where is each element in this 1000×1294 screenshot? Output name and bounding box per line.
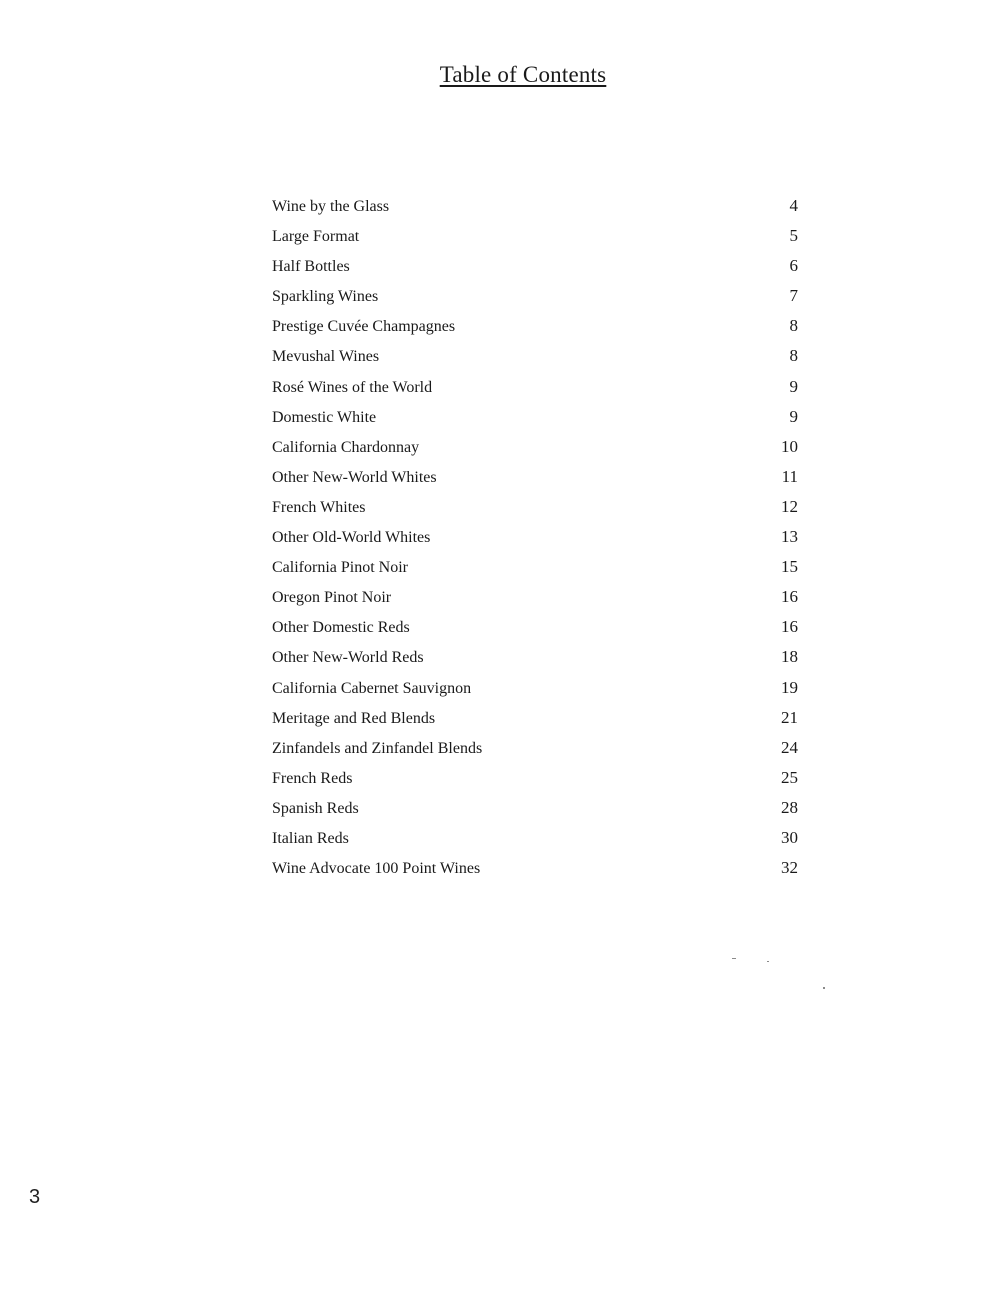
toc-entry[interactable] bbox=[272, 251, 798, 281]
toc-entry[interactable] bbox=[272, 402, 798, 432]
toc-entry-label: Spanish Reds bbox=[272, 799, 359, 817]
toc-entry-page: 30 bbox=[781, 827, 798, 847]
toc-entry[interactable] bbox=[272, 853, 798, 883]
page-title: Table of Contents bbox=[439, 62, 607, 87]
toc-entry[interactable] bbox=[272, 281, 798, 311]
toc-entry[interactable] bbox=[272, 552, 798, 582]
toc-entry-page: 5 bbox=[789, 226, 798, 246]
toc-entry-label: California Chardonnay bbox=[272, 438, 420, 456]
toc-entry-page: 9 bbox=[789, 376, 798, 396]
toc-entry-label: Zinfandels and Zinfandel Blends bbox=[272, 739, 483, 757]
toc-entry-page: 8 bbox=[789, 346, 798, 366]
toc-entry[interactable] bbox=[272, 191, 798, 221]
toc-entry-page: 6 bbox=[789, 256, 798, 276]
toc-entry-page: 9 bbox=[789, 406, 798, 426]
toc-entry[interactable] bbox=[272, 642, 798, 672]
toc-entry-page: 11 bbox=[781, 466, 798, 486]
toc-entry-page: 21 bbox=[781, 707, 798, 727]
toc-entry-page: 19 bbox=[781, 677, 798, 697]
toc-entry[interactable] bbox=[272, 612, 798, 642]
toc-entry[interactable] bbox=[272, 522, 798, 552]
toc-entry-label: California Cabernet Sauvignon bbox=[272, 679, 472, 697]
page-number: 3 bbox=[29, 1186, 41, 1208]
toc-entry-label: Oregon Pinot Noir bbox=[272, 589, 392, 607]
toc-entry-page: 18 bbox=[781, 647, 798, 667]
toc-entry[interactable] bbox=[272, 372, 798, 402]
scan-speck bbox=[767, 961, 769, 962]
toc-entry-label: Italian Reds bbox=[272, 829, 349, 847]
toc-entry-page: 25 bbox=[781, 767, 798, 787]
toc-entry-label: Mevushal Wines bbox=[272, 348, 380, 366]
toc-entry-page: 24 bbox=[781, 737, 798, 757]
toc-entry-page: 16 bbox=[781, 587, 798, 607]
toc-entry[interactable] bbox=[272, 673, 798, 703]
toc-entry-page: 13 bbox=[781, 527, 798, 547]
toc-entry-page: 12 bbox=[781, 496, 798, 516]
toc-entry-label: Other Old-World Whites bbox=[272, 529, 431, 547]
toc-entry-label: Prestige Cuvée Champagnes bbox=[272, 318, 456, 336]
toc-entry[interactable] bbox=[272, 311, 798, 341]
toc-entry-label: Sparkling Wines bbox=[272, 288, 379, 306]
toc-entry-label: Large Format bbox=[272, 228, 360, 246]
toc-entry-label: Wine by the Glass bbox=[272, 198, 390, 215]
toc-entry-page: 32 bbox=[781, 858, 798, 878]
toc-entry-page: 28 bbox=[781, 797, 798, 817]
toc-entry[interactable] bbox=[272, 703, 798, 733]
toc-entry-label: Other New-World Reds bbox=[272, 649, 424, 667]
toc-entry-label: French Reds bbox=[272, 769, 353, 787]
toc-entry-label: Meritage and Red Blends bbox=[272, 709, 436, 727]
toc-entry[interactable] bbox=[272, 793, 798, 823]
toc-entry-label: Half Bottles bbox=[272, 258, 350, 276]
toc-entry[interactable] bbox=[272, 582, 798, 612]
toc-entry[interactable] bbox=[272, 221, 798, 251]
toc-entry-page: 10 bbox=[781, 436, 798, 456]
toc-entry-label: California Pinot Noir bbox=[272, 559, 408, 577]
toc-entry-page: 8 bbox=[789, 316, 798, 336]
toc-entry[interactable] bbox=[272, 733, 798, 763]
toc-entry-page: 7 bbox=[789, 286, 798, 306]
toc-entry[interactable] bbox=[272, 823, 798, 853]
toc-entry-label: Rosé Wines of the World bbox=[272, 378, 433, 396]
table-of-contents bbox=[272, 191, 798, 883]
toc-entry-page: 16 bbox=[781, 617, 798, 637]
toc-entry[interactable] bbox=[272, 462, 798, 492]
toc-entry-label: Other New-World Whites bbox=[272, 468, 437, 486]
toc-entry-label: Wine Advocate 100 Point Wines bbox=[272, 860, 481, 878]
toc-entry-page: 4 bbox=[789, 196, 798, 215]
toc-entry[interactable] bbox=[272, 763, 798, 793]
toc-entry[interactable] bbox=[272, 341, 798, 371]
toc-entry-label: French Whites bbox=[272, 498, 366, 516]
toc-entry-label: Domestic White bbox=[272, 408, 377, 426]
scan-speck bbox=[732, 958, 736, 959]
toc-entry[interactable] bbox=[272, 492, 798, 522]
toc-entry[interactable] bbox=[272, 432, 798, 462]
scan-speck bbox=[823, 987, 825, 989]
toc-entry-label: Other Domestic Reds bbox=[272, 619, 410, 637]
toc-entry-page: 15 bbox=[781, 557, 798, 577]
